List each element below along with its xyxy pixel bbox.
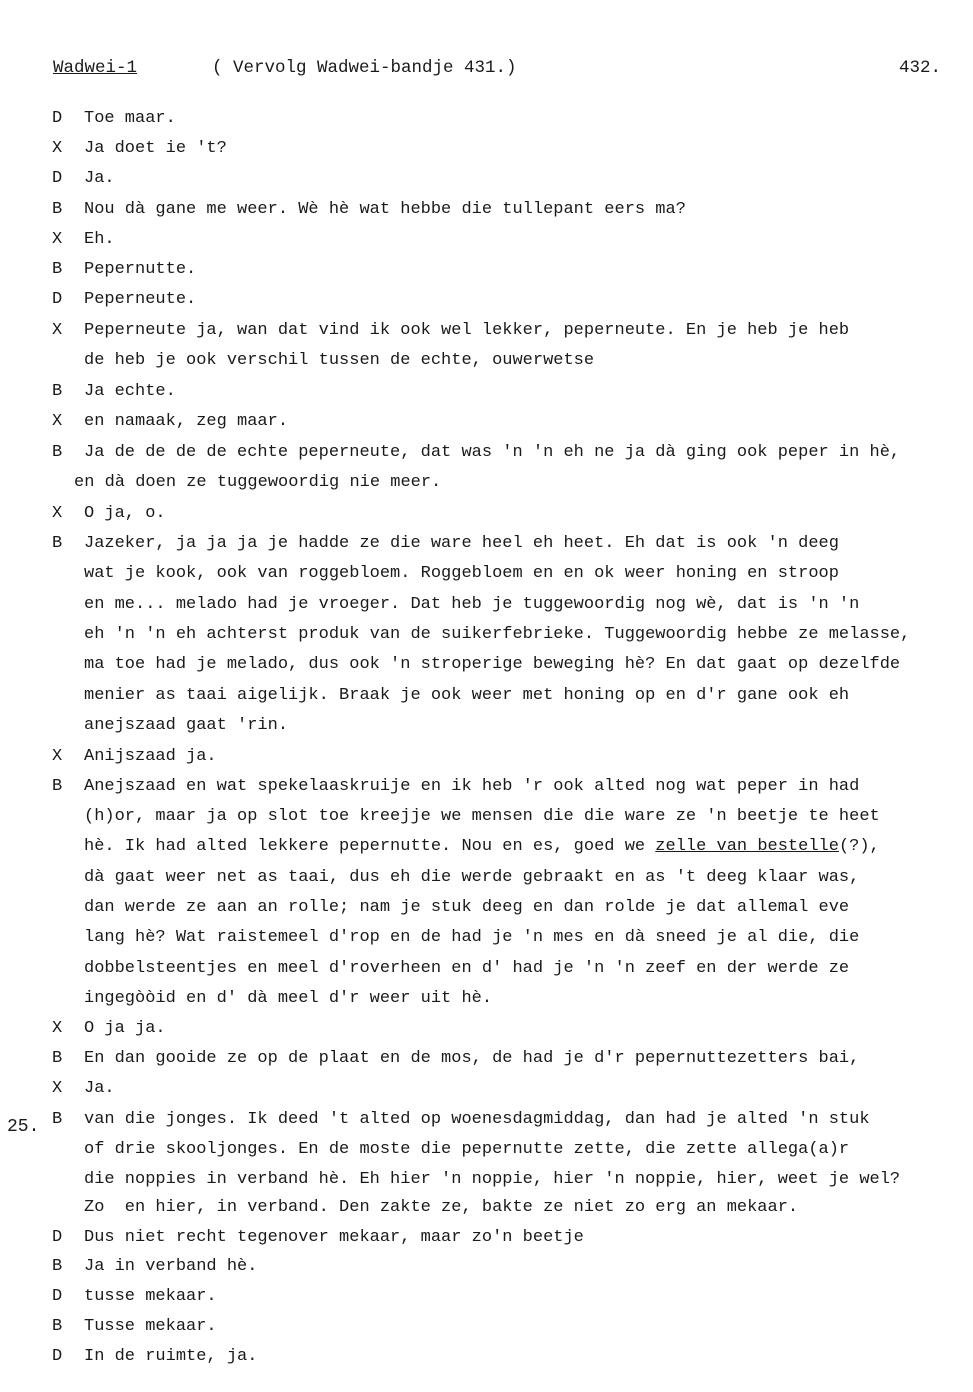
utterance-segment: die noppies in verband hè. Eh hier 'n noppie, hier 'n noppie, hier, weet je wel? — [84, 1170, 901, 1189]
speaker-label: D — [52, 290, 63, 309]
utterance-text — [84, 410, 288, 434]
utterance-text — [84, 532, 839, 556]
speaker-label: B — [52, 1257, 63, 1276]
utterance-text — [84, 1226, 584, 1250]
speaker-label: B — [52, 260, 63, 279]
utterance-text — [84, 167, 115, 191]
utterance-segment: tusse mekaar. — [84, 1287, 217, 1306]
utterance-segment: en me... melado had je vroeger. Dat heb je tuggewoordig nog wè, dat is 'n 'n — [84, 595, 860, 614]
utterance-text — [84, 653, 900, 677]
speaker-label: X — [52, 321, 63, 340]
speaker-label: B — [52, 382, 63, 401]
utterance-segment: Anijszaad ja. — [84, 747, 217, 766]
utterance-text — [84, 1138, 849, 1162]
speaker-label: X — [52, 1019, 63, 1038]
speaker-label: B — [52, 1110, 63, 1129]
utterance-segment: Ja. — [84, 1079, 115, 1098]
utterance-segment: Peperneute ja, wan dat vind ik ook wel lekker, peperneute. En je heb je heb — [84, 321, 850, 340]
utterance-text — [84, 107, 176, 131]
speaker-label: X — [52, 747, 63, 766]
speaker-label: B — [52, 1049, 63, 1068]
utterance-segment: En dan gooide ze op de plaat en de mos, de had je d'r pepernuttezetters bai, — [84, 1049, 860, 1068]
utterance-segment: Tusse mekaar. — [84, 1317, 217, 1336]
utterance-segment: eh 'n 'n eh achterst produk van de suikerfebrieke. Tuggewoordig hebbe ze melasse, — [84, 625, 911, 644]
speaker-label: B — [52, 1317, 63, 1336]
utterance-segment: Dus niet recht tegenover mekaar, maar zo'n beetje — [84, 1228, 584, 1247]
speaker-label: B — [52, 777, 63, 796]
utterance-text — [84, 1345, 257, 1369]
utterance-segment: Peperneute. — [84, 290, 197, 309]
speaker-label: B — [52, 534, 63, 553]
utterance-segment: Ja in verband hè. — [84, 1257, 258, 1276]
document-id: Wadwei-1 — [53, 58, 138, 78]
utterance-segment: lang hè? Wat raistemeel d'rop en de had je 'n mes en dà sneed je al die, die — [84, 928, 860, 947]
utterance-text — [84, 593, 859, 617]
utterance-text — [84, 684, 849, 708]
utterance-segment: O ja ja. — [84, 1019, 166, 1038]
utterance-text — [84, 714, 288, 738]
utterance-text — [84, 1196, 798, 1220]
margin-note: 25. — [7, 1117, 40, 1137]
utterance-text — [84, 380, 176, 404]
utterance-text — [84, 957, 849, 981]
speaker-label: D — [52, 1228, 63, 1247]
utterance-segment: wat je kook, ook van roggebloem. Roggebloem en en ok weer honing en stroop — [84, 564, 839, 583]
utterance-segment: Zo en hier, in verband. Den zakte ze, bakte ze niet zo erg an mekaar. — [84, 1198, 799, 1217]
utterance-segment: en dà doen ze tuggewoordig nie meer. — [74, 473, 442, 492]
utterance-text — [84, 562, 839, 586]
speaker-label: D — [52, 169, 63, 188]
utterance-text — [84, 987, 492, 1011]
utterance-text — [84, 502, 166, 526]
utterance-text — [84, 1168, 900, 1192]
utterance-segment: dan werde ze aan an rolle; nam je stuk deeg en dan rolde je dat allemal eve — [84, 898, 850, 917]
utterance-text — [84, 1108, 870, 1132]
utterance-segment: Pepernutte. — [84, 260, 197, 279]
utterance-segment: (?), — [838, 837, 880, 856]
utterance-segment: In de ruimte, ja. — [84, 1347, 258, 1366]
utterance-segment: Eh. — [84, 230, 115, 249]
utterance-text — [84, 745, 217, 769]
utterance-segment: ingegòòid en d' dà meel d'r weer uit hè. — [84, 989, 493, 1008]
utterance-text — [84, 1315, 217, 1339]
document-subtitle: ( Vervolg Wadwei-bandje 431.) — [212, 58, 517, 78]
speaker-label: B — [52, 443, 63, 462]
utterance-segment: de heb je ook verschil tussen de echte, ouwerwetse — [84, 351, 595, 370]
utterance-segment: anejszaad gaat 'rin. — [84, 716, 289, 735]
utterance-text — [84, 198, 686, 222]
speaker-label: D — [52, 109, 63, 128]
utterance-text — [84, 805, 880, 829]
utterance-text — [84, 288, 196, 312]
utterance-segment: menier as taai aigelijk. Braak je ook weer met honing op en d'r gane ook eh — [84, 686, 850, 705]
utterance-text — [84, 896, 849, 920]
utterance-text — [84, 623, 910, 647]
utterance-segment: Ja de de de de echte peperneute, dat was 'n 'n eh ne ja dà ging ook peper in hè, — [84, 443, 901, 462]
utterance-text — [84, 1077, 115, 1101]
utterance-text — [84, 1285, 217, 1309]
utterance-segment: ma toe had je melado, dus ook 'n stroperige beweging hè? En dat gaat op dezelfde — [84, 655, 901, 674]
utterance-text — [84, 835, 880, 859]
utterance-segment: Ja echte. — [84, 382, 176, 401]
speaker-label: X — [52, 230, 63, 249]
utterance-text — [84, 319, 849, 343]
utterance-segment: dobbelsteentjes en meel d'roverheen en d' had je 'n 'n zeef en der werde ze — [84, 959, 850, 978]
utterance-text — [84, 1017, 166, 1041]
utterance-segment: Toe maar. — [84, 109, 176, 128]
utterance-segment: Nou dà gane me weer. Wè hè wat hebbe die tullepant eers ma? — [84, 200, 686, 219]
speaker-label: D — [52, 1287, 63, 1306]
utterance-text — [84, 228, 115, 252]
utterance-text — [84, 258, 196, 282]
utterance-segment: dà gaat weer net as taai, dus eh die werde gebraakt en as 't deeg klaar was, — [84, 868, 860, 887]
utterance-segment: of drie skooljonges. En de moste die pepernutte zette, die zette allega(a)r — [84, 1140, 850, 1159]
utterance-segment: en namaak, zeg maar. — [84, 412, 289, 431]
speaker-label: X — [52, 1079, 63, 1098]
speaker-label: X — [52, 139, 63, 158]
utterance-text — [84, 137, 227, 161]
speaker-label: X — [52, 412, 63, 431]
utterance-text — [84, 1047, 859, 1071]
utterance-text — [84, 1255, 257, 1279]
utterance-segment: (h)or, maar ja op slot toe kreejje we mensen die die ware ze 'n beetje te heet — [84, 807, 880, 826]
uncertain-transcription: zelle van bestelle — [655, 837, 839, 856]
utterance-text — [74, 471, 441, 495]
utterance-segment: Anejszaad en wat spekelaaskruije en ik heb 'r ook alted nog wat peper in had — [84, 777, 860, 796]
utterance-text — [84, 441, 900, 465]
utterance-text — [84, 926, 859, 950]
utterance-segment: Ja doet ie 't? — [84, 139, 227, 158]
utterance-segment: van die jonges. Ik deed 't alted op woenesdagmiddag, dan had je alted 'n stuk — [84, 1110, 870, 1129]
utterance-text — [84, 866, 859, 890]
utterance-text — [84, 349, 594, 373]
speaker-label: B — [52, 200, 63, 219]
utterance-segment: O ja, o. — [84, 504, 166, 523]
speaker-label: X — [52, 504, 63, 523]
speaker-label: D — [52, 1347, 63, 1366]
utterance-segment: Ja. — [84, 169, 115, 188]
page-number: 432. — [899, 58, 942, 78]
utterance-text — [84, 775, 859, 799]
utterance-segment: Jazeker, ja ja ja je hadde ze die ware heel eh heet. Eh dat is ook 'n deeg — [84, 534, 839, 553]
utterance-segment: hè. Ik had alted lekkere pepernutte. Nou en es, goed we — [84, 837, 656, 856]
